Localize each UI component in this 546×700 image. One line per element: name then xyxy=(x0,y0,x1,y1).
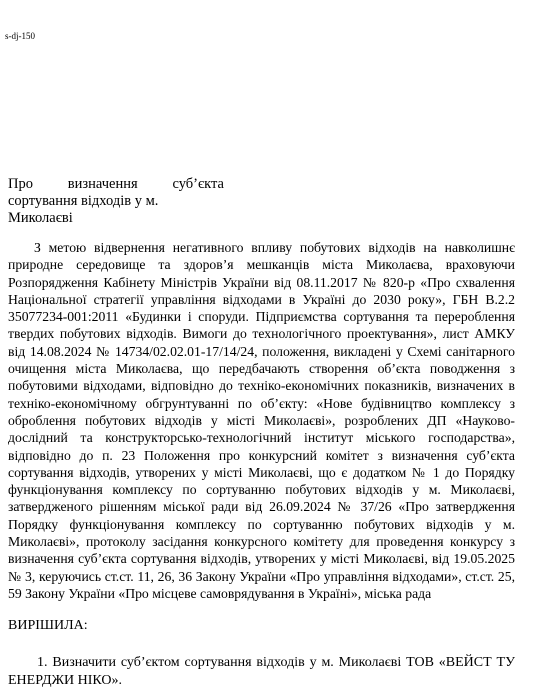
document-subject xyxy=(8,176,224,227)
subject-line-1 xyxy=(8,176,224,193)
subject-word-3: суб’єкта xyxy=(172,176,224,192)
document-id: s-dj-150 xyxy=(5,31,35,41)
decision-item-1: 1. Визначити суб’єктом сортування відходів у м. Миколаєві ТОВ «ВЕЙСТ ТУ ЕНЕРДЖИ НІКО». xyxy=(8,655,515,688)
subject-line-2: сортування відходів у м. Миколаєві xyxy=(8,193,159,226)
preamble-paragraph: З метою відвернення негативного впливу побутових відходів на навколишнє природне середовище та здоров’я мешканців міста Миколаєва, враховуючи Розпорядження Кабінету Міністрів України від 08.11.2017 № 820-р «Про схвалення Національної стратегії управління відходами в Україні до 2030 року», ГБН В.2.2 35077234-001:2011 «Будинки і споруди. Підприємства сортування та перероблення твердих побутових відходів. Вимоги до технологічного проектування», лист АМКУ від 14.08.2024 № 14734/02.02.01-17/14/24, положення, викладені у Схемі санітарного очищення міста Миколаєва, що передбачають створення об’єкта поводження з побутовими відходами, відповідно до техніко-економічних показників, визначених в техніко-економічному обгрунтуванні по об’єкту: «Нове будівництво комплексу з оброблення побутових відходів у місті Миколаєві», розроблених ДП «Науково-дослідний та конструкторсько-технологічний інститут міського господарства», відповідно до п. 23 Положення про конкурсний комітет з визначення суб’єкта сортування відходів, утворених у місті Миколаєві, що є додатком № 1 до Порядку функціонування комплексу по сортуванню побутових відходів у м. Миколаєві, затвердженого рішенням міської ради від 26.09.2024 № 37/26 «Про затвердження Порядку функціонування комплексу по сортуванню побутових відходів у м. Миколаєві», протоколу засідання конкурсного комітету для проведення конкурсу з визначення суб’єкта сортування відходів, утворених у місті Миколаєві, від 19.05.2025 № 3, керуючись ст.ст. 11, 26, 36 Закону України «Про управління відходами», ст.ст. 25, 59 Закону України «Про місцеве самоврядування в Україні», міська рада xyxy=(8,240,515,601)
subject-word-1: Про xyxy=(8,176,33,192)
resolved-heading: ВИРІШИЛА: xyxy=(8,618,88,633)
subject-word-2: визначення xyxy=(67,176,138,192)
